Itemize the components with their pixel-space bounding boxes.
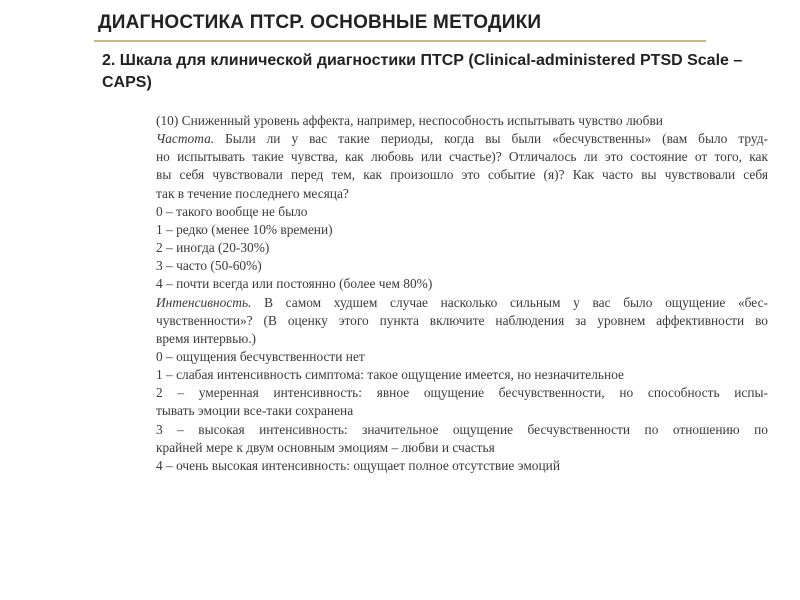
intensity-option-2-line2: тывать эмоции все-таки сохранена: [156, 403, 354, 419]
title-divider: [94, 40, 706, 42]
intensity-option-0: 0 – ощущения бесчувственности нет: [156, 348, 365, 364]
frequency-option-2: 2 – иногда (20-30%): [156, 240, 270, 256]
intensity-paragraph-line2: чувственности»? (В оценку этого пункта включите наблюдения за уровнем аффективности во: [156, 312, 768, 328]
frequency-option-4: 4 – почти всегда или постоянно (более чем 80%): [156, 276, 433, 292]
intensity-option-2-line1: 2 – умеренная интенсивность: явное ощущение бесчувственности, но способность испы-: [156, 385, 768, 401]
intensity-paragraph-line3: время интервью.): [156, 330, 257, 346]
slide-subtitle: 2. Шкала для клинической диагностики ПТСР (Clinical-administered PTSD Scale – CAPS): [102, 52, 743, 91]
frequency-paragraph-line2: но испытывать такие чувства, как любовь или счастье)? Отличалось ли это состояние от того, как: [156, 149, 768, 165]
frequency-option-1: 1 – редко (менее 10% времени): [156, 221, 333, 237]
scanned-document: [156, 112, 768, 475]
intensity-question-start: В самом худшем случае насколько сильным у вас было ощущение «бес-: [251, 294, 768, 310]
frequency-option-3: 3 – часто (50-60%): [156, 258, 262, 274]
frequency-paragraph-line3: вы себя чувствовали перед тем, как произошло это событие (я)? Как часто вы чувствовали себя: [156, 167, 768, 183]
intensity-option-4: 4 – очень высокая интенсивность: ощущает полное отсутствие эмоций: [156, 457, 561, 473]
intensity-label: Интенсивность.: [156, 294, 252, 310]
item-header: (10) Сниженный уровень аффекта, например, неспособность испытывать чувство любви: [156, 113, 663, 128]
frequency-option-0: 0 – такого вообще не было: [156, 203, 308, 219]
intensity-option-3-line2: крайней мере к двум основным эмоциям – любви и счастья: [156, 439, 495, 455]
frequency-question-start: Были ли у вас такие периоды, когда вы были «бесчувственны» (вам было труд-: [214, 131, 768, 147]
frequency-label: Частота.: [156, 131, 215, 147]
frequency-paragraph-line4: так в течение последнего месяца?: [156, 185, 349, 201]
intensity-option-3-line1: 3 – высокая интенсивность: значительное ощущение бесчувственности по отношению по: [156, 421, 768, 437]
frequency-paragraph-line1: [156, 130, 768, 148]
intensity-paragraph-line1: [156, 294, 768, 312]
slide-title: ДИАГНОСТИКА ПТСР. ОСНОВНЫЕ МЕТОДИКИ: [98, 12, 542, 33]
intensity-option-1: 1 – слабая интенсивность симптома: такое ощущение имеется, но незначительное: [156, 367, 624, 383]
